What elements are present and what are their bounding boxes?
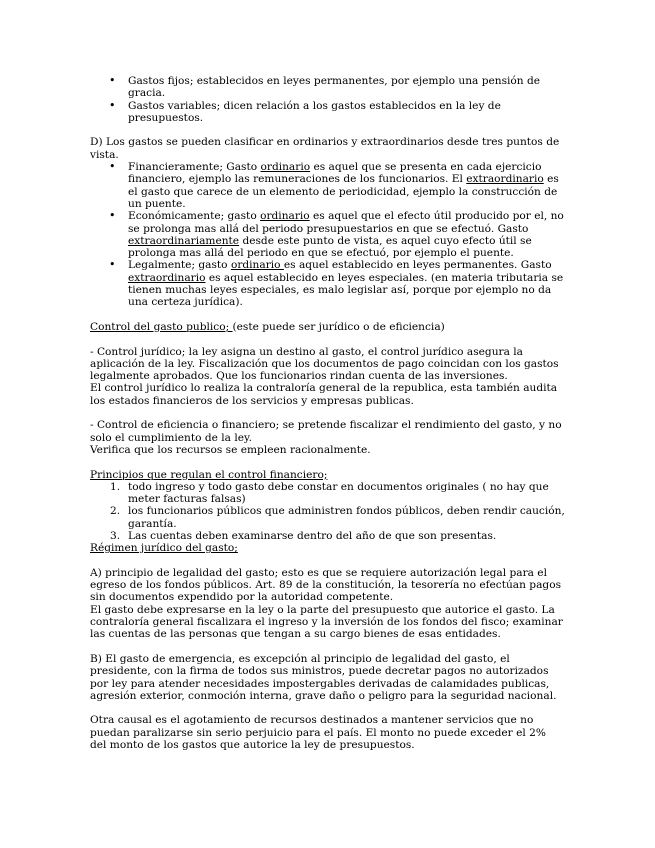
bullet-legalmente: • Legalmente; gasto ordinario es aquel establecido en leyes permanentes. Gasto extraordinario es aquel establecido en leyes especiales. (en materia tributaria se tienen muchas leyes especiales, es malo legislar así, porque por ejemplo no da una certeza jurídica). [90, 259, 565, 308]
underlined-term: extraordinariamente [128, 234, 240, 247]
principio-item: 2. los funcionarios públicos que administren fondos públicos, deben rendir caución, garantía. [110, 505, 565, 530]
underlined-term: ordinario [260, 161, 311, 174]
regimen-a-paragraph: A) principio de legalidad del gasto; esto es que se requiere autorización legal para el egreso de los fondos públicos. Art. 89 de la constitución, la tesorería no efectúan pagos sin documentos expendido por la autoridad competente. [90, 566, 562, 604]
document-body [90, 75, 565, 751]
control-heading: Control del gasto publico; (este puede ser jurídico o de eficiencia) [90, 320, 445, 333]
regimen-a-continuacion: El gasto debe expresarse en la ley o la parte del presupuesto que autorice el gasto. La contraloría general fiscalizara el ingreso y la inversión de los fondos del fisco; examinar las cuentas de las personas que tengan a su cargo bienes de esas entidades. [90, 603, 563, 641]
underlined-term: ordinario [230, 259, 284, 272]
control-juridico-paragraph: - Control jurídico; la ley asigna un destino al gasto, el control jurídico asegura la aplicación de la ley. Fiscalización que los documentos de pago coincidan con los gastos legalmente aprobados. Que los funcionarios rindan cuenta de las inversiones. [90, 345, 559, 383]
underlined-term: ordinario [260, 210, 310, 223]
regimen-heading: Régimen jurídico del gasto; [90, 542, 238, 555]
gastos-bullet-list [90, 75, 565, 124]
control-heading-title: Control del gasto publico; [90, 320, 233, 333]
underlined-term: extraordinario [466, 173, 544, 186]
bullet-gastos-variables: • Gastos variables; dicen relación a los gastos establecidos en la ley de presupuestos. [90, 100, 565, 125]
otra-causal-paragraph: Otra causal es el agotamiento de recursos destinados a mantener servicios que no puedan paralizarse sin serio perjuicio para el país. El monto no puede exceder el 2% del monto de los gastos que autorice la ley de presupuestos. [90, 714, 546, 752]
bullet-economicamente: • Económicamente; gasto ordinario es aquel que el efecto útil producido por el, no se prolonga mas allá del periodo presupuestarios en que se efectuó. Gasto extraordinariamente desde este punto de vista, es aquel cuyo efecto útil se prolonga mas allá del periodo en que se efectuó, por ejemplo el puente. [90, 210, 565, 259]
regimen-b-paragraph: B) El gasto de emergencia, es excepción al principio de legalidad del gasto, el presidente, con la firma de todos sus ministros, puede decretar pagos no autorizados por ley para atender necesidades impostergables derivadas de calamidades publicas, agresión exterior, conmoción interna, grave daño o peligro para la seguridad nacional. [90, 652, 557, 702]
control-eficiencia-verifica: Verifica que los recursos se empleen racionalmente. [90, 443, 371, 456]
section-d-intro: D) Los gastos se pueden clasificar en ordinarios y extraordinarios desde tres puntos de vista. [90, 136, 560, 161]
principio-item: 1. todo ingreso y todo gasto debe constar en documentos originales ( no hay que meter facturas falsas) [110, 480, 549, 506]
underlined-term: extraordinario [128, 271, 206, 284]
control-juridico-contraloria: El control jurídico lo realiza la contraloría general de la republica, esta también audita los estados financieros de los servicios y empresas publicas. [90, 382, 558, 407]
clasificacion-bullet-list [90, 161, 565, 309]
principios-heading: Principios que regulan el control financiero; [90, 468, 328, 481]
principio-item: 3. Las cuentas deben examinarse dentro del año de que son presentas. [110, 529, 497, 542]
bullet-gastos-fijos: • Gastos fijos; establecidos en leyes permanentes, por ejemplo una pensión de gracia. [90, 75, 565, 100]
principios-numbered-list [90, 481, 565, 542]
bullet-financieramente: • Financieramente; Gasto ordinario es aquel que se presenta en cada ejercicio financiero, ejemplo las remuneraciones de los funcionarios. El extraordinario es el gasto que carece de un elemento de periodicidad, ejemplo la construcción de un puente. [90, 161, 565, 210]
control-eficiencia-paragraph: - Control de eficiencia o financiero; se pretende fiscalizar el rendimiento del gasto, y no solo el cumplimiento de la ley. [90, 419, 562, 444]
